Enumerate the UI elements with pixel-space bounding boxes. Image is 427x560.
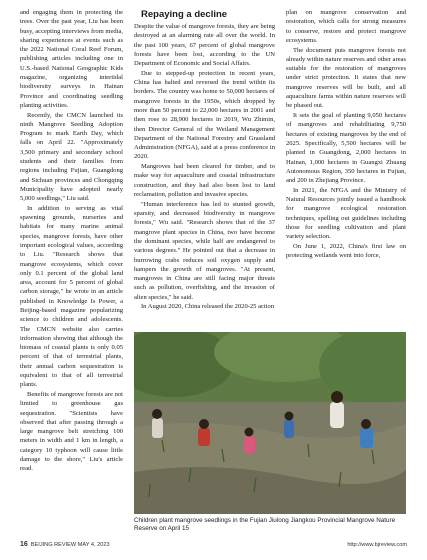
page-number: 16 [20, 541, 28, 548]
article-column-2 [134, 8, 275, 312]
photo-illustration [134, 332, 406, 514]
col2-paragraph-5: In August 2020, China released the 2020-25 action [141, 303, 275, 311]
footer-left [20, 541, 110, 548]
col2-paragraph-3: Mangroves had been cleared for timber, and to make way for aquaculture and coastal infrastructure construction, and they had also been lost to land reclamation, pollution and invasive species. [134, 163, 275, 199]
publication-url[interactable]: http://www.bjreview.com [347, 542, 407, 548]
col3-paragraph-2: The document puts mangrove forests not already within nature reserves and other areas suitable for the restoration of mangroves under strict protection. It states that new mangrove reserves will be built, and all aquaculture farms within nature reserves will be phased out. [286, 46, 406, 110]
col2-paragraph-1: Despite the value of mangrove forests, they are being destroyed at an alarming rate all over the world. In the past 100 years, 67 percent of global mangrove forests have been lost, according to the UN Department of Economic and Social Affairs. [134, 22, 275, 68]
photo-caption: Children plant mangrove seedlings in the Fujian Jiulong Jiangkou Provincial Mangrove Nature Reserve on April 15 [134, 517, 396, 533]
col2-paragraph-4: "Human interference has led to stunted growth, sparsity, and decreased biodiversity in mangrove forests," Wu said. "Research shows that of the 37 mangrove plant species in China, two have become the dominant species, while half are endangered to various degrees." He pointed out that a decrease in burrowing crabs reduces soil oxygen supply and hampers the growth of mangroves. "At present, mangroves in China are still facing major threats such as pollution, overfishing, and the invasion of alien species," he said. [134, 200, 275, 301]
col3-paragraph-4: In 2021, the NFGA and the Ministry of Natural Resources jointly issued a handbook for mangrove ecological restoration techniques, spelling out guidelines including those for seedling cultivation and plant variety selection. [286, 186, 406, 241]
col3-paragraph-3: It sets the goal of planting 9,050 hectares of mangroves and rehabilitating 9,750 hectares of existing mangroves by the end of 2025. Specifically, 5,500 hectares will be planted in Guangdong, 2,000 hectares in Hainan, 1,000 hectares in Guangxi Zhuang Autonomous Region, 350 hectares in Fujian, and 200 in Zhejiang Province. [286, 112, 406, 185]
publication-info: BEIJING REVIEW MAY 4, 2023 [30, 542, 110, 548]
article-column-1 [20, 8, 123, 536]
col1-paragraph-3: In addition to serving as vital spawning grounds, nurseries and habitats for many marine animal species, mangrove forests, have other important ecological values, according to Liu. "Research shows that mangrove ecosystems, which cover only 0.1 percent of the global land area, account for 5 percent of global carbon storage," he wrote in an article published in Knowledge Is Power, a Beijing-based magazine popularizing science to children and adolescents. The CMCN website also carries information showing that although the biomass of coastal plants is only 0.05 percent of that of terrestrial plants, their annual carbon sequestration is equivalent to that of all terrestrial plants. [20, 204, 123, 389]
col1-paragraph-1: and engaging them in protecting the trees. Over the past year, Liu has been busy, accepting interviews from media, sharing experiences at events such as the 2022 National Coral Reef Forum, publishing articles including one in U.S.-based National Geographic Kids magazine, organizing intertidal biodiversity surveys in Hainan Province and coordinating seedling planting activities. [20, 9, 123, 109]
article-column-3 [286, 8, 406, 261]
page-footer [20, 541, 407, 551]
col3-paragraph-5: On June 1, 2022, China's first law on protecting wetlands went into force, [286, 243, 406, 260]
col1-paragraph-4: Benefits of mangrove forests are not limited to greenhouse gas sequestration. "Scientists have observed that after passing through a large mangrove belt stretching 100 meters in width and 1 km in length, a category 10 typhoon will cause little damage to the shore," Liu's article read. [20, 391, 123, 473]
mangrove-planting-photo [134, 332, 406, 514]
col2-paragraph-2: Due to stepped-up protection in recent years, China has halted and reversed the trend within its borders. The country was home to 50,000 hectares of mangrove forests in the 1950s, which dropped by more than 50 percent to 22,000 hectares in 2001 and then rose to 28,900 hectares in 2019, Wu Zhimin, then Director General of the Wetland Management Department of the National Forestry and Grassland Administration (NFGA), said at a press conference in 2020. [134, 69, 275, 161]
section-heading: Repaying a decline [141, 9, 228, 20]
col3-paragraph-1: plan on mangrove conservation and restoration, which calls for strong measures to conserve, restore and protect mangrove ecosystems. [286, 9, 406, 44]
col1-paragraph-2: Recently, the CMCN launched its ninth Mangrove Seedling Adoption Program to mark Earth Day, which falls on April 22. "Approximately 3,500 primary and secondary school students and their families from regions including Fujian, Guangdong and Sichuan provinces and Chongqing Municipality have adopted nearly 5,000 seedlings," Liu said. [20, 111, 123, 203]
